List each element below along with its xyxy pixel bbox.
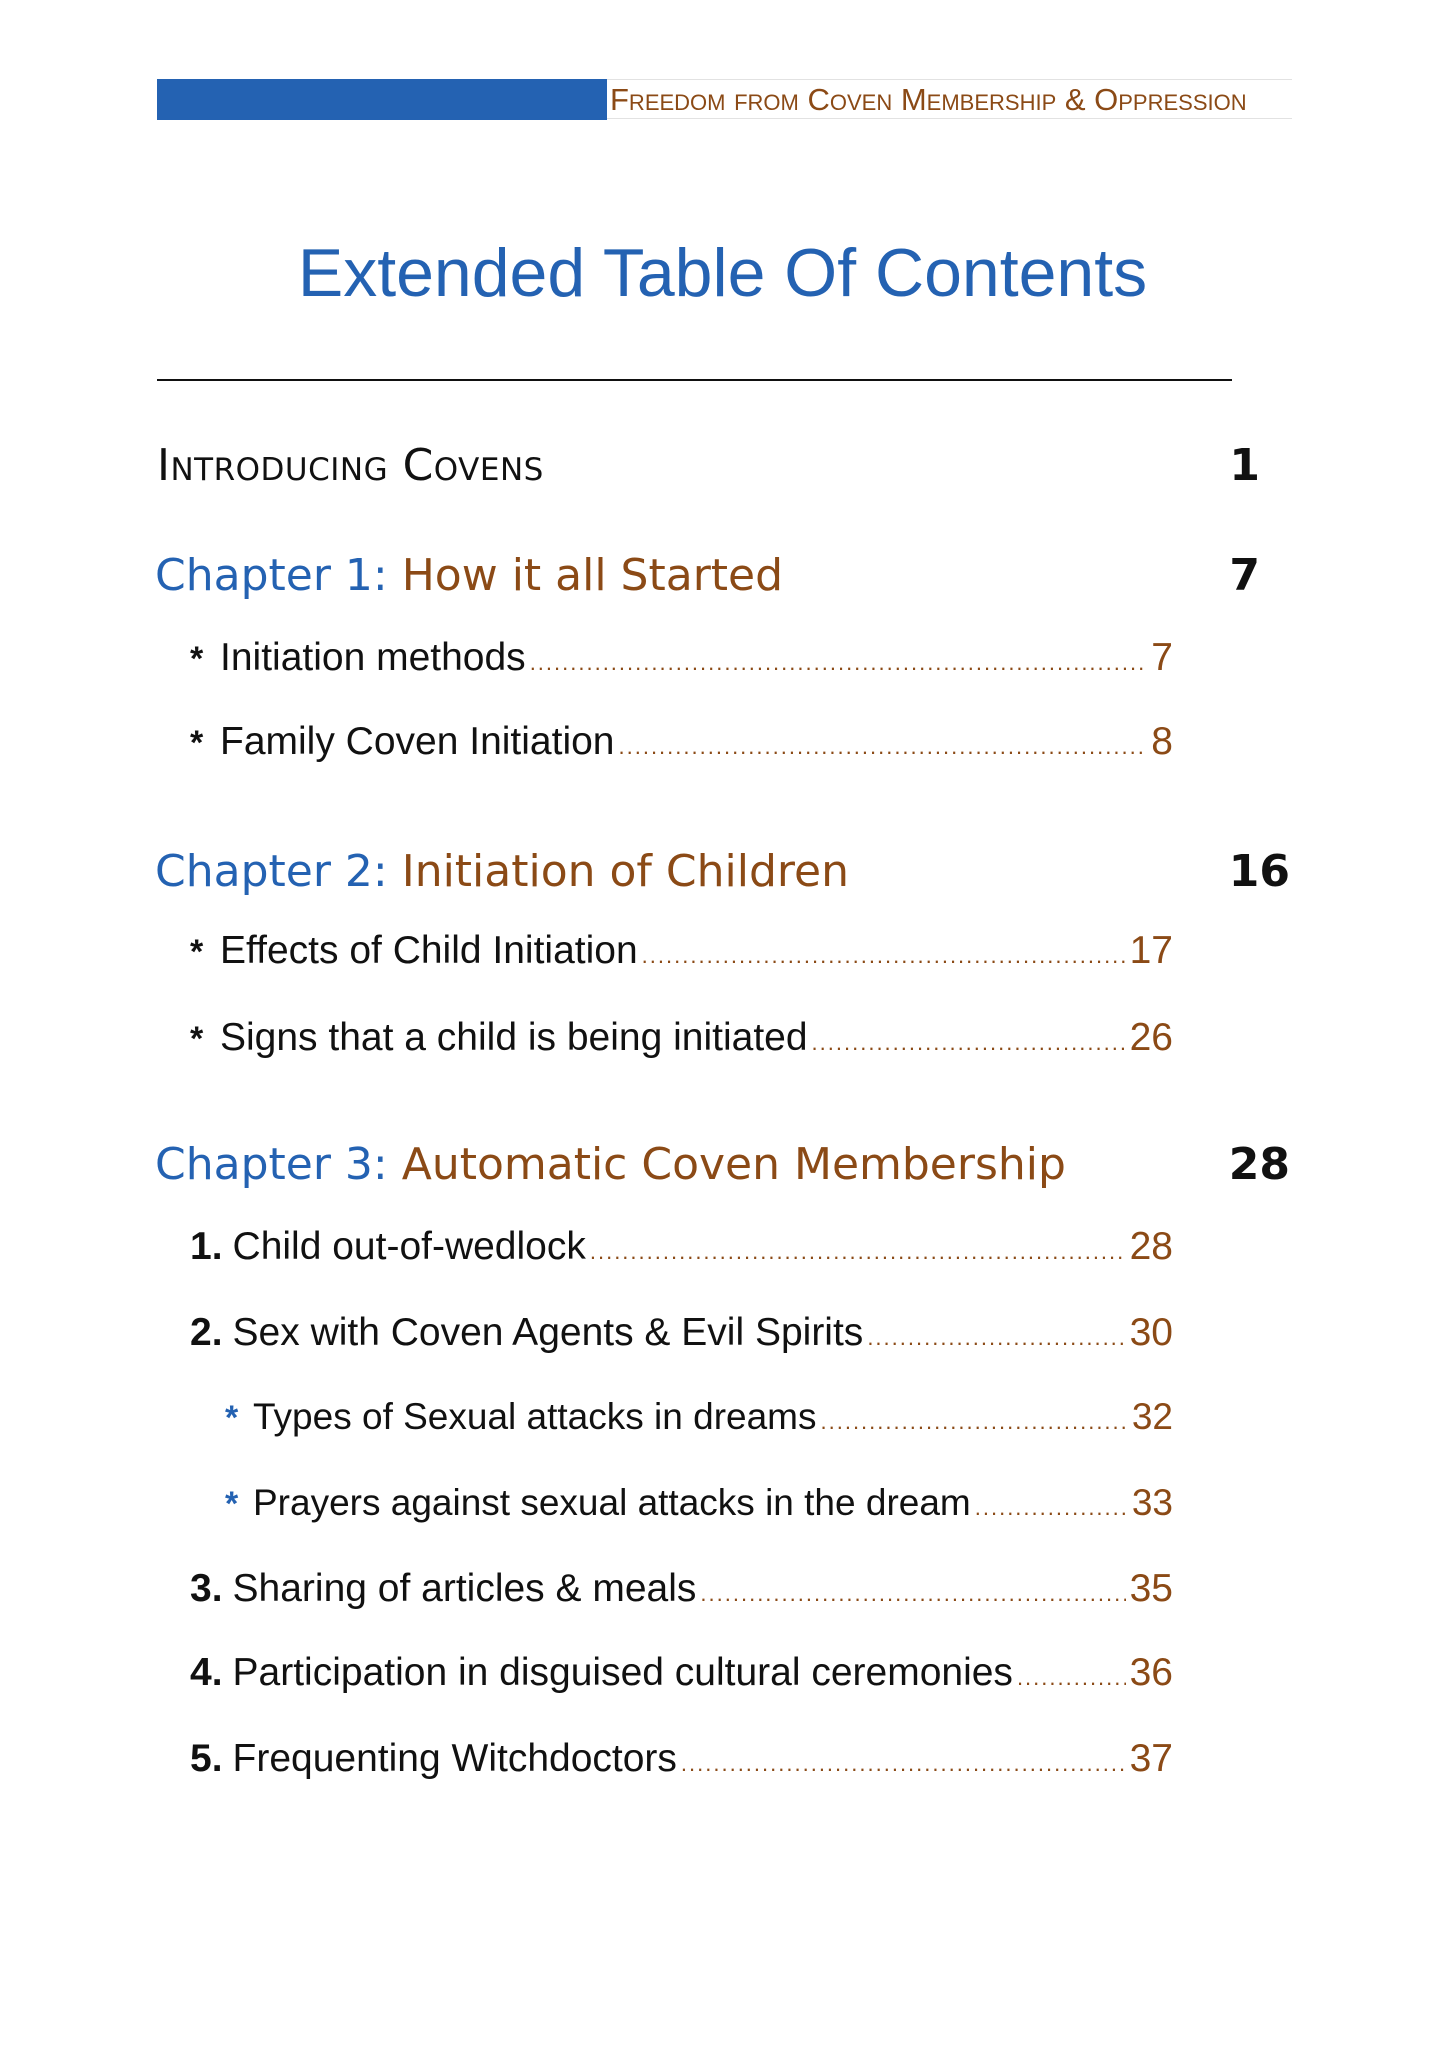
dot-leader (590, 1226, 1126, 1278)
toc-entry[interactable] (190, 1012, 1173, 1064)
dot-leader (681, 1738, 1126, 1790)
toc-entry[interactable] (190, 1221, 1173, 1273)
entry-title: Types of Sexual attacks in dreams (253, 1396, 817, 1437)
chapter-name: Initiation of Children (401, 846, 849, 897)
entry-title: Initiation methods (220, 636, 526, 679)
entry-title: Sex with Coven Agents & Evil Spirits (232, 1311, 864, 1354)
entry-page-number: 37 (1129, 1737, 1173, 1780)
toc-chapter-1[interactable] (155, 547, 783, 605)
bullet-marker: * (190, 640, 204, 678)
toc-entry[interactable] (190, 632, 1173, 684)
dot-leader (619, 721, 1148, 773)
entry-page-number: 35 (1129, 1567, 1173, 1610)
entry-page-number: 26 (1129, 1016, 1173, 1059)
bullet-marker: * (190, 1020, 204, 1058)
chapter-page-number: 16 (1228, 846, 1290, 897)
toc-subentry[interactable] (225, 1477, 1173, 1529)
entry-page-number: 7 (1151, 636, 1173, 679)
bullet-marker: * (190, 724, 204, 762)
entry-page-number: 36 (1129, 1651, 1173, 1694)
toc-intro-title: Introducing Covens (157, 440, 544, 491)
toc-entry[interactable] (190, 1647, 1173, 1699)
dot-leader (821, 1396, 1128, 1448)
page-title: Extended Table Of Contents (297, 235, 1148, 311)
toc-entry[interactable] (190, 1733, 1173, 1785)
toc-entry[interactable] (190, 1307, 1173, 1359)
chapter-page-number: 7 (1229, 550, 1260, 601)
header-color-bar (157, 79, 607, 120)
dot-leader (530, 637, 1148, 689)
chapter-label: Chapter 2: (155, 846, 388, 897)
entry-page-number: 32 (1131, 1396, 1173, 1437)
entry-number: 4. (190, 1651, 223, 1694)
chapter-name: Automatic Coven Membership (401, 1139, 1066, 1190)
entry-title: Signs that a child is being initiated (220, 1016, 808, 1059)
entry-number: 3. (190, 1567, 223, 1610)
bullet-marker: * (190, 933, 204, 971)
dot-leader (1017, 1652, 1126, 1704)
dot-leader (867, 1312, 1125, 1364)
entry-page-number: 30 (1129, 1311, 1173, 1354)
chapter-label: Chapter 3: (155, 1139, 388, 1190)
chapter-page-number: 28 (1228, 1139, 1290, 1190)
dot-leader (812, 1017, 1126, 1069)
entry-page-number: 8 (1151, 720, 1173, 763)
entry-title: Prayers against sexual attacks in the dream (253, 1482, 971, 1523)
toc-entry[interactable] (190, 716, 1173, 768)
entry-page-number: 17 (1129, 929, 1173, 972)
entry-number: 1. (190, 1225, 223, 1268)
dot-leader (700, 1568, 1125, 1620)
toc-chapter-3[interactable] (155, 1136, 1066, 1194)
entry-number: 5. (190, 1737, 223, 1780)
running-header: Freedom from Coven Membership & Oppression (607, 79, 1292, 119)
entry-page-number: 28 (1129, 1225, 1173, 1268)
dot-leader (975, 1482, 1128, 1534)
title-divider (157, 379, 1232, 381)
toc-entry[interactable] (190, 925, 1173, 977)
bullet-marker: * (225, 1485, 239, 1523)
chapter-label: Chapter 1: (155, 550, 388, 601)
entry-title: Participation in disguised cultural ceremonies (232, 1651, 1013, 1694)
dot-leader (642, 930, 1126, 982)
toc-chapter-2[interactable] (155, 843, 849, 901)
entry-title: Child out-of-wedlock (232, 1225, 586, 1268)
bullet-marker: * (225, 1399, 239, 1437)
entry-title: Frequenting Witchdoctors (232, 1737, 677, 1780)
entry-page-number: 33 (1131, 1482, 1173, 1523)
toc-intro-page: 1 (1229, 440, 1260, 491)
entry-title: Family Coven Initiation (220, 720, 615, 763)
entry-title: Effects of Child Initiation (220, 929, 638, 972)
chapter-name: How it all Started (401, 550, 784, 601)
entry-number: 2. (190, 1311, 223, 1354)
toc-entry[interactable] (190, 1563, 1173, 1615)
toc-subentry[interactable] (225, 1391, 1173, 1443)
entry-title: Sharing of articles & meals (232, 1567, 697, 1610)
